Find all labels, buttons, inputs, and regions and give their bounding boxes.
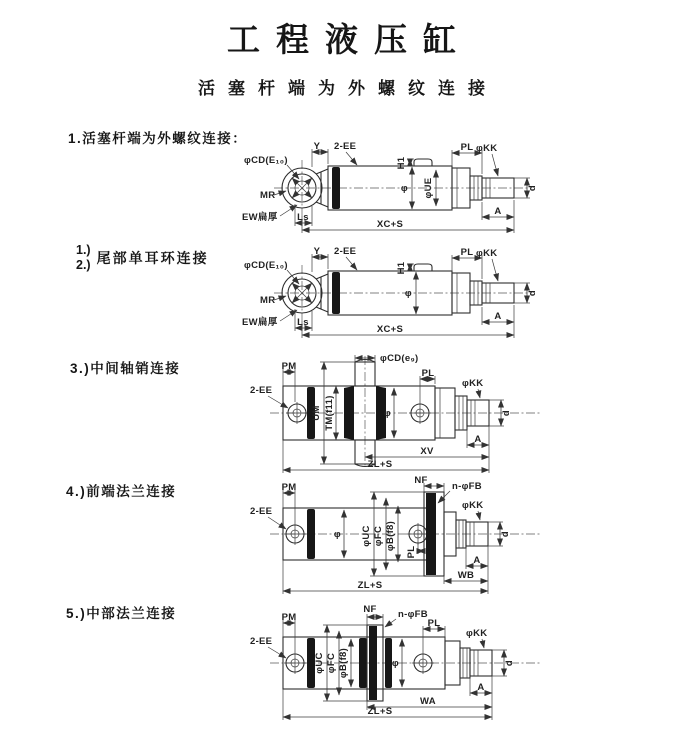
dim-label-2ee: 2-EE [250, 506, 273, 517]
dim-label-um: UM [311, 405, 322, 421]
page-title: 工程液压缸 [227, 23, 472, 59]
dim-label-zls: ZL+S [367, 706, 393, 717]
section-4-heading: 4.)前端法兰连接 [66, 484, 177, 499]
diagram-5-mid-flange [240, 598, 565, 738]
dim-label-d: d [527, 184, 538, 192]
dim-label-phi: φ [383, 408, 391, 419]
dim-label-wb: WB [457, 570, 475, 581]
dim-label-a: A [473, 555, 481, 566]
dim-label-cd-e10: φCD(E₁₀) [244, 260, 288, 271]
dim-label-phi: φ [391, 658, 399, 669]
dim-label-ue: φUE [423, 177, 434, 199]
dim-label-2ee: 2-EE [250, 636, 273, 647]
dim-label-uc: φUC [314, 652, 325, 674]
section-3-heading: 3.)中间轴销连接 [70, 361, 181, 376]
dim-label-zls: ZL+S [367, 459, 393, 470]
dim-label-pl: PL [460, 142, 474, 153]
dim-label-b8: φB(f8) [385, 520, 396, 552]
dim-label-cd-e10: φCD(E₁₀) [244, 155, 288, 166]
dim-label-a: A [477, 682, 485, 693]
dim-label-2ee: 2-EE [250, 385, 273, 396]
dim-label-phi: φ [333, 529, 341, 540]
dim-label-a: A [494, 311, 502, 322]
section-2-label: 尾部单耳环连接 [96, 250, 209, 266]
dim-label-tm: TM(f11) [324, 395, 335, 431]
dim-label-pm: PM [281, 361, 297, 372]
dim-label-2ee: 2-EE [334, 141, 357, 152]
dim-label-y: Y [313, 141, 321, 152]
dim-label-nf: NF [363, 604, 377, 615]
dim-label-xv: XV [420, 446, 434, 457]
dim-label-h1: H1 [396, 261, 407, 275]
dim-label-kk: φKK [462, 500, 484, 511]
dim-label-mr: MR [260, 295, 276, 306]
dim-label-a: A [494, 206, 502, 217]
dim-label-fb: n-φFB [452, 481, 482, 492]
dim-label-ls: Ls [297, 317, 309, 328]
dim-label-uc: φUC [361, 525, 372, 547]
diagram-1-external-thread [240, 136, 560, 244]
section-2-num-1: 1.) [76, 243, 91, 257]
dim-label-ew: EW扁厚 [242, 317, 278, 328]
dim-label-fc: φFC [326, 652, 337, 674]
section-5-heading: 5.)中部法兰连接 [66, 606, 177, 621]
dim-label-fb: n-φFB [398, 609, 428, 620]
section-2-heading [76, 243, 209, 273]
dim-label-nf: NF [414, 475, 428, 486]
dim-label-phi: φ [400, 183, 408, 194]
cylinder-body [328, 159, 514, 210]
dim-label-kk: φKK [476, 143, 498, 154]
cylinder-body [328, 264, 514, 315]
rear-eye [282, 273, 328, 313]
dim-label-a: A [474, 434, 482, 445]
dimensions [242, 141, 538, 233]
dim-label-zls: ZL+S [357, 580, 383, 591]
dim-label-pl: PL [421, 368, 435, 379]
dim-label-pl: PL [460, 247, 474, 258]
dim-label-d: d [504, 659, 515, 667]
dim-label-d: d [500, 530, 511, 538]
rear-eye [282, 168, 328, 208]
dim-label-ew: EW扁厚 [242, 212, 278, 223]
dim-label-h1: H1 [396, 156, 407, 170]
dim-label-d: d [527, 289, 538, 297]
dim-label-y: Y [313, 246, 321, 257]
dim-label-cd-e9: φCD(e₉) [380, 353, 419, 364]
diagram-2-rear-eye [240, 241, 560, 349]
dim-label-pl-rotated: PL [406, 545, 417, 559]
dim-label-pl: PL [427, 618, 441, 629]
dim-label-fc: φFC [373, 525, 384, 547]
dim-label-xcs: XC+S [376, 219, 404, 230]
dim-label-kk: φKK [466, 628, 488, 639]
dim-label-b8: φB(f8) [338, 647, 349, 679]
dim-label-d: d [501, 409, 512, 417]
dim-label-kk: φKK [476, 248, 498, 259]
diagram-3-trunnion [240, 352, 565, 477]
diagram-4-front-flange [240, 475, 565, 596]
dim-label-ls: Ls [297, 212, 309, 223]
section-1-heading: 1.活塞杆端为外螺纹连接： [68, 131, 248, 146]
dim-label-kk: φKK [462, 378, 484, 389]
section-2-num-2: 2.) [76, 258, 91, 272]
dim-label-pm: PM [281, 482, 297, 493]
dimensions [250, 475, 511, 594]
dim-label-mr: MR [260, 190, 276, 201]
dim-label-phi: φ [404, 288, 412, 299]
dimensions [242, 246, 538, 338]
page-subtitle: 活塞杆端为外螺纹连接 [198, 79, 498, 98]
section-2-numbers [76, 243, 91, 273]
dim-label-2ee: 2-EE [334, 246, 357, 257]
dim-label-xcs: XC+S [376, 324, 404, 335]
dim-label-pm: PM [281, 612, 297, 623]
dim-label-wa: WA [420, 696, 436, 707]
